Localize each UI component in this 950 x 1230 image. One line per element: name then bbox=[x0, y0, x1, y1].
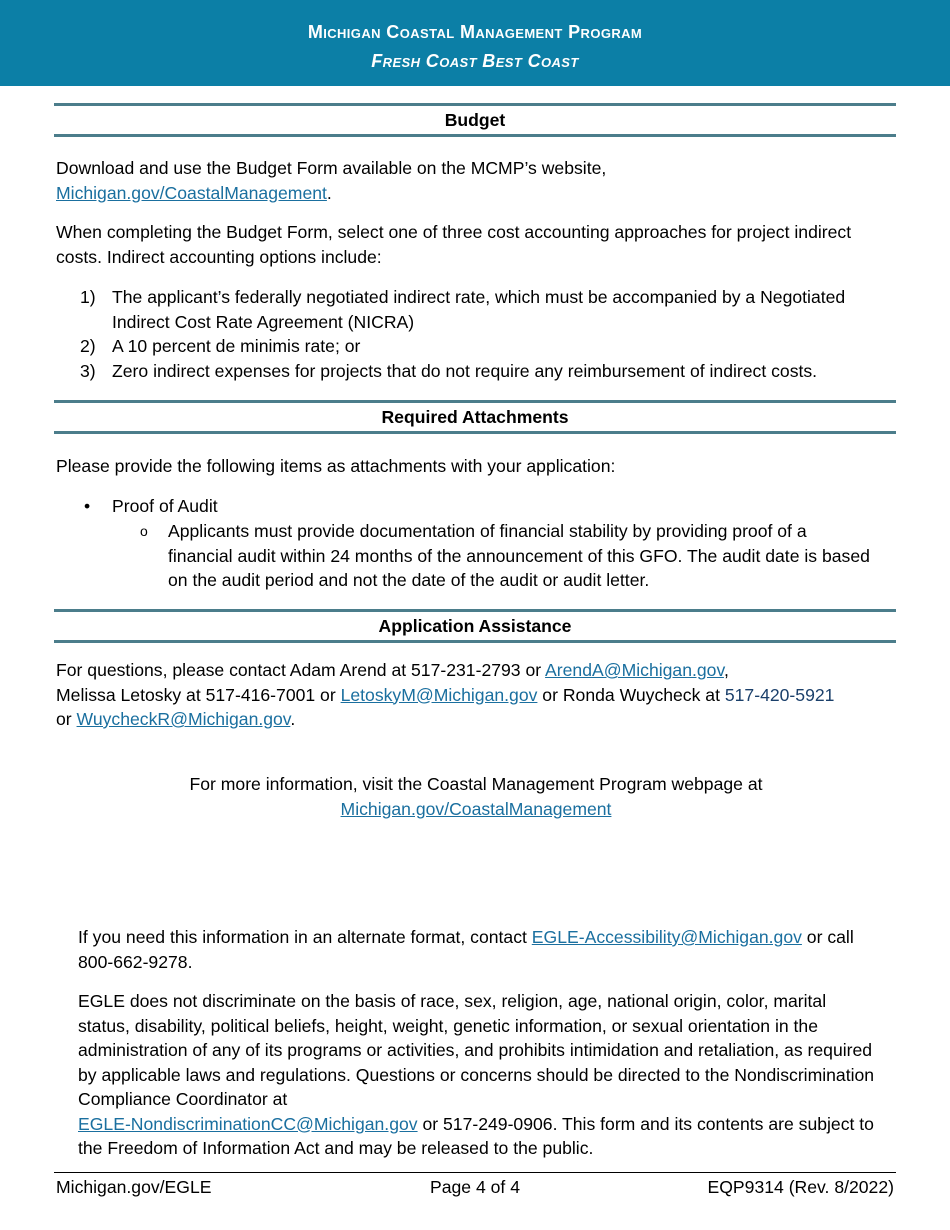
accessibility-email-link[interactable]: EGLE-Accessibility@Michigan.gov bbox=[531, 927, 802, 947]
contact-text: or bbox=[56, 709, 77, 729]
attachments-intro: Please provide the following items as attachments with your application: bbox=[56, 456, 616, 476]
list-number: 1) bbox=[80, 287, 96, 307]
wuycheck-email-link[interactable]: WuycheckR@Michigan.gov bbox=[76, 709, 291, 729]
list-item bbox=[80, 359, 895, 384]
nondiscrimination-notice bbox=[78, 989, 878, 1161]
list-number: 3) bbox=[80, 360, 96, 381]
contact-text: For questions, please contact Adam Arend at 517-231-2793 or bbox=[56, 660, 546, 680]
contact-text: . bbox=[290, 709, 296, 729]
program-slogan: Fresh Coast Best Coast bbox=[371, 51, 579, 71]
list-item bbox=[80, 494, 895, 519]
list-text: A 10 percent de minimis rate; or bbox=[112, 336, 361, 356]
contact-text: , bbox=[723, 660, 729, 680]
budget-intro-end: . bbox=[326, 182, 332, 203]
list-number: 2) bbox=[80, 336, 96, 356]
coastal-management-webpage-link[interactable]: Michigan.gov/CoastalManagement bbox=[340, 798, 612, 819]
assistance-contacts bbox=[56, 658, 896, 732]
sub-bullet-icon: o bbox=[140, 523, 148, 539]
section-heading-attachments: Required Attachments bbox=[54, 400, 896, 434]
letosky-email-link[interactable]: LetoskyM@Michigan.gov bbox=[340, 684, 538, 705]
list-text: Zero indirect expenses for projects that do not require any reimbursement of indirect costs. bbox=[112, 360, 818, 381]
list-text: Proof of Audit bbox=[112, 496, 218, 516]
sub-list-item bbox=[136, 519, 876, 593]
contact-text: Melissa Letosky at 517-416-7001 or bbox=[56, 684, 341, 705]
accessibility-notice bbox=[78, 925, 878, 974]
wuycheck-phone: 517-420-5921 bbox=[724, 684, 835, 705]
header-banner bbox=[0, 0, 950, 86]
more-info-text: For more information, visit the Coastal Management Program webpage at bbox=[189, 774, 763, 794]
nondiscrimination-text: EGLE does not discriminate on the basis of race, sex, religion, age, national origin, color, marital status, disability, political beliefs, height, weight, genetic information, or sexual orientation in the administration of any of its programs or activities, and prohibits intimidation and retaliation, as required by applicable laws and regulations. Questions or concerns should be directed to the Nondiscrimination Compliance Coordinator at bbox=[78, 991, 875, 1109]
accessibility-text: If you need this information in an alternate format, contact bbox=[78, 927, 532, 947]
nondiscrimination-email-link[interactable]: EGLE-NondiscriminationCC@Michigan.gov bbox=[78, 1113, 418, 1134]
footer-page-number: Page 4 of 4 bbox=[430, 1177, 520, 1197]
list-item bbox=[80, 334, 895, 359]
arend-email-link[interactable]: ArendA@Michigan.gov bbox=[545, 660, 724, 680]
budget-intro-text: Download and use the Budget Form available on the MCMP’s website, bbox=[56, 158, 607, 178]
contact-text: or Ronda Wuycheck at bbox=[537, 684, 725, 705]
indirect-options-list bbox=[80, 285, 895, 383]
footer-website: Michigan.gov/EGLE bbox=[56, 1177, 212, 1197]
footer-form-number: EQP9314 (Rev. 8/2022) bbox=[707, 1177, 894, 1197]
list-text: The applicant’s federally negotiated indirect rate, which must be accompanied by a Negotiated Indirect Cost Rate Agreement (NICRA) bbox=[112, 287, 846, 332]
attachments-list bbox=[80, 494, 895, 519]
budget-approach: When completing the Budget Form, select one of three cost accounting approaches for project indirect costs. Indirect accounting options include: bbox=[56, 222, 852, 267]
budget-intro bbox=[56, 156, 896, 205]
nondiscrimination-end: or 517-249-0906. This form and its contents are subject to the Freedom of Information Act and may be released to the public. bbox=[78, 1113, 874, 1158]
bullet-icon: • bbox=[84, 496, 91, 516]
section-heading-budget: Budget bbox=[54, 103, 896, 137]
footer-divider bbox=[54, 1172, 896, 1173]
accessibility-text: or call 800-662-9278. bbox=[78, 927, 854, 972]
list-item bbox=[80, 285, 895, 334]
sub-list-text: Applicants must provide documentation of financial stability by providing proof of a financial audit within 24 months of the announcement of this GFO. The audit date is based on the audit period and not the date of the audit or audit letter. bbox=[168, 521, 870, 590]
section-heading-assistance: Application Assistance bbox=[54, 609, 896, 643]
coastal-management-link[interactable]: Michigan.gov/CoastalManagement bbox=[56, 182, 327, 203]
more-info bbox=[56, 772, 896, 821]
program-title: Michigan Coastal Management Program bbox=[307, 22, 643, 42]
